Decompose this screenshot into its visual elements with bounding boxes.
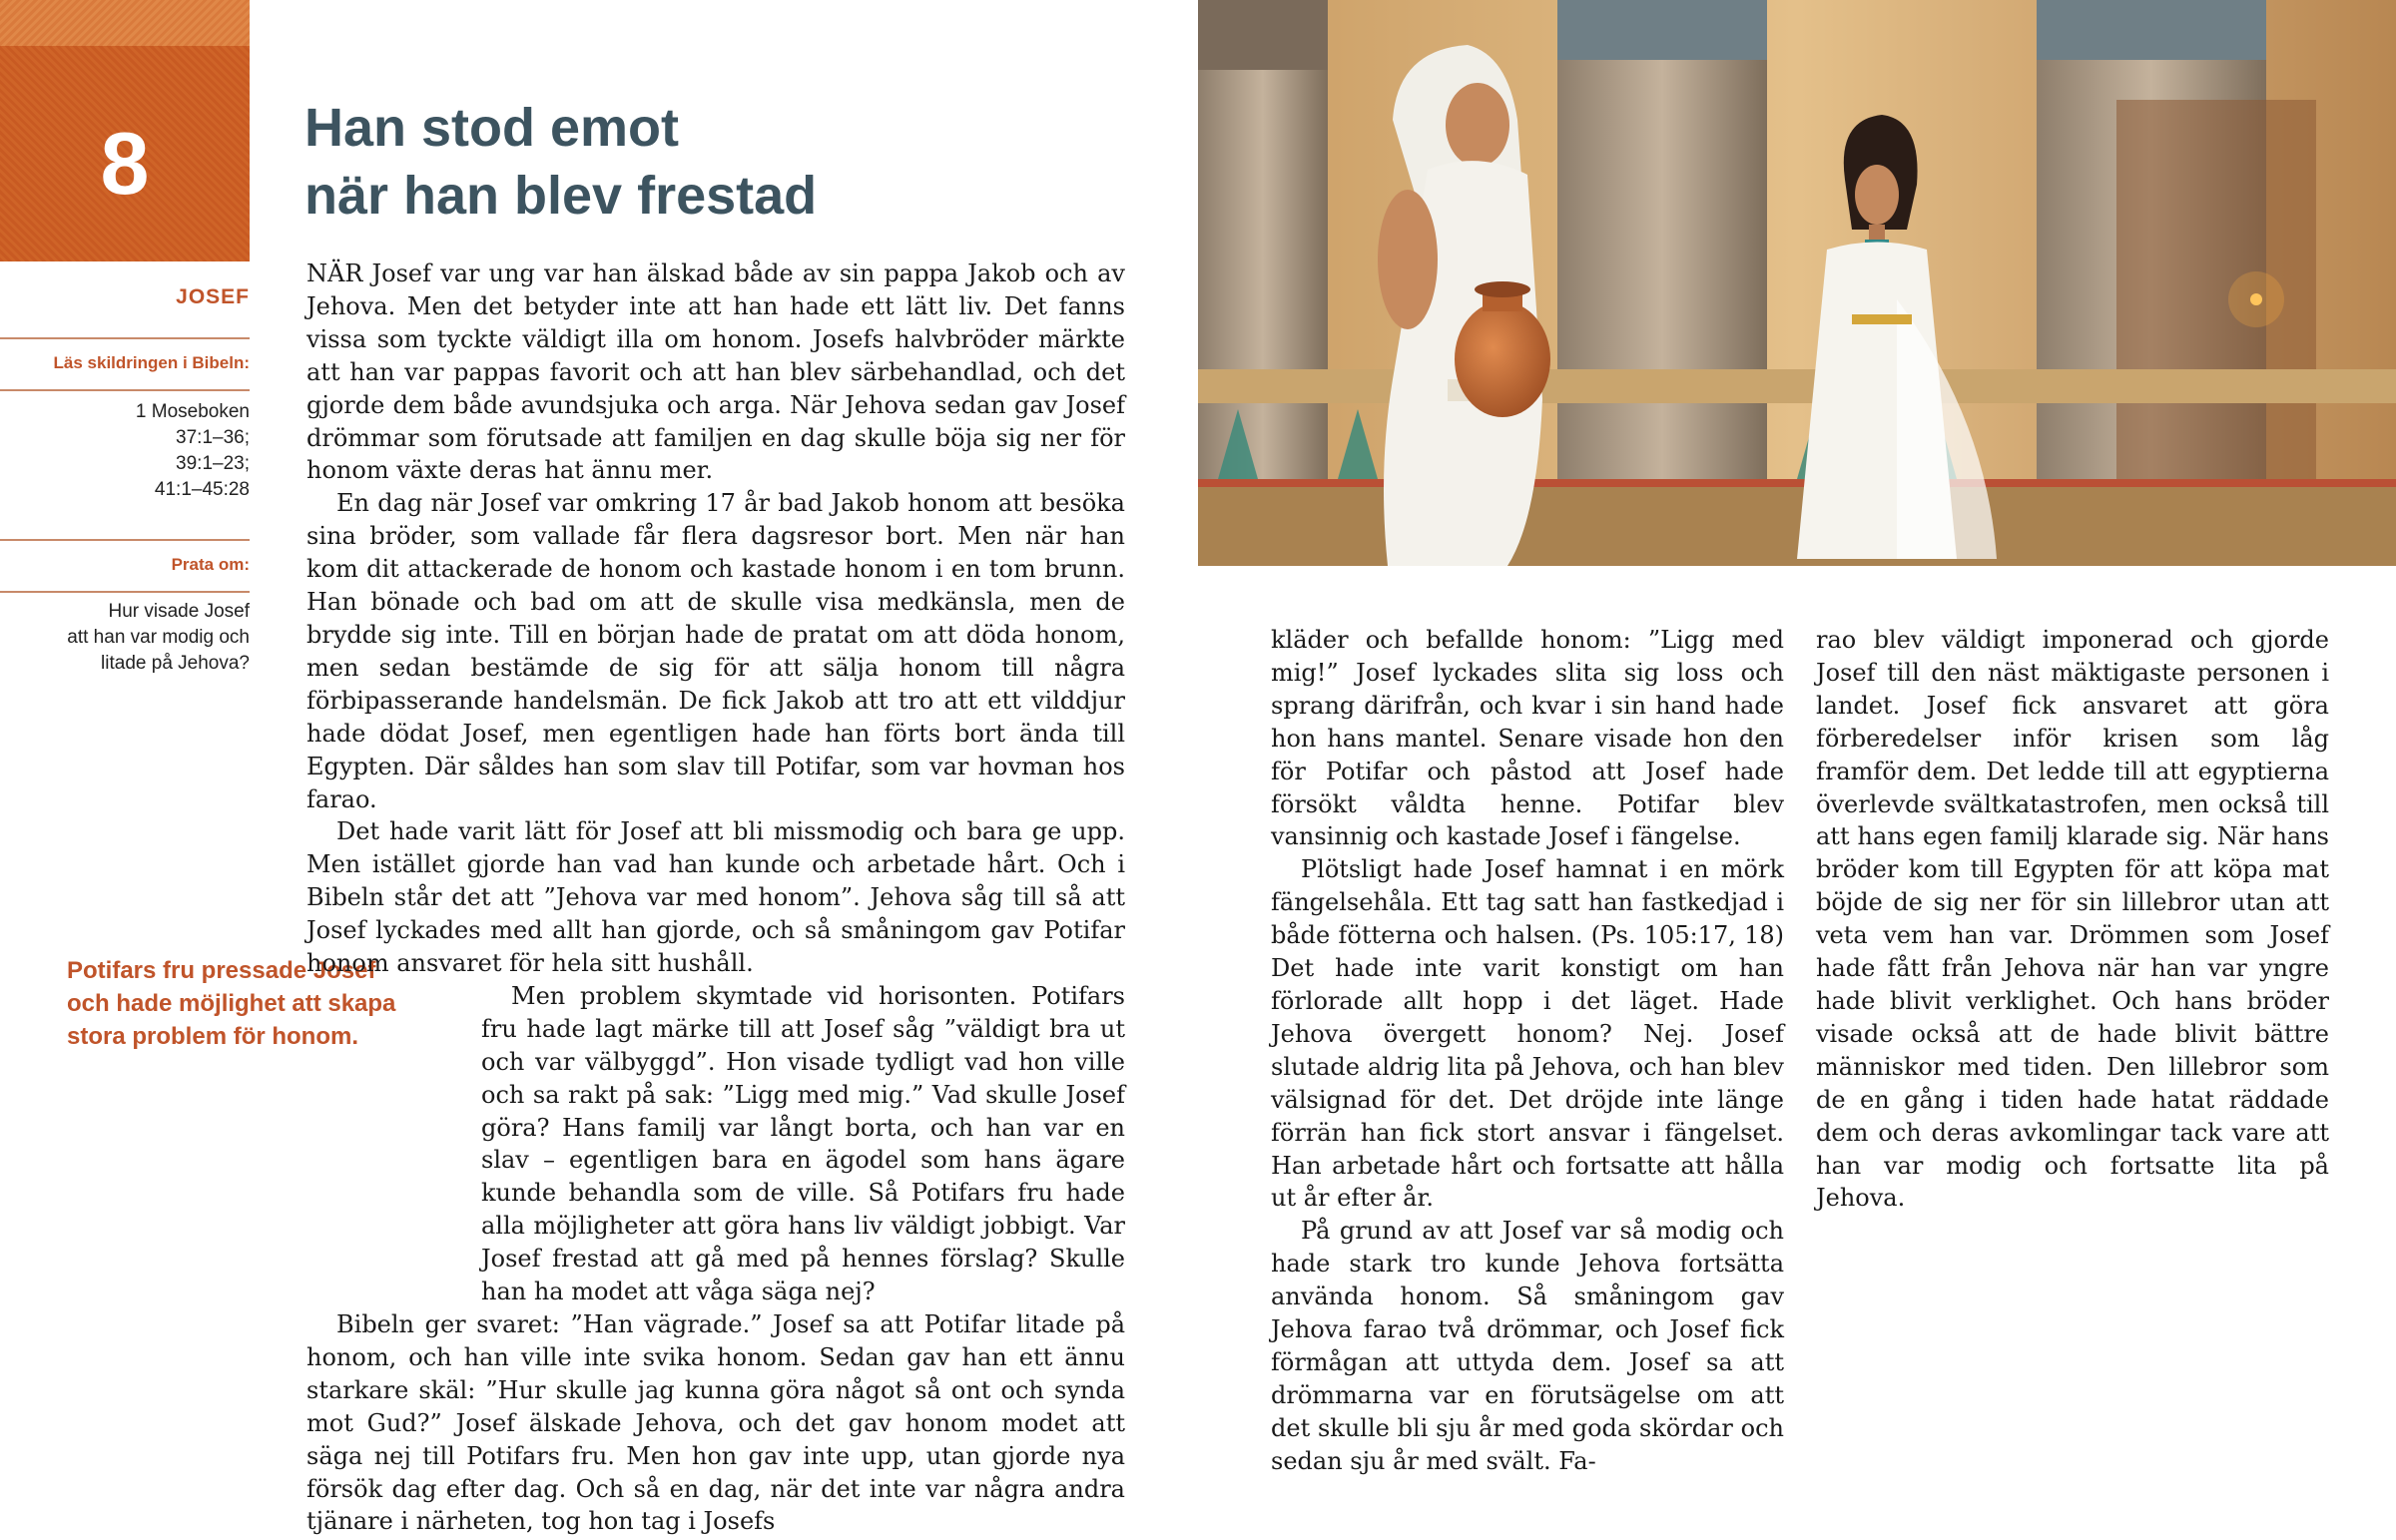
sidebar-divider	[0, 389, 250, 391]
pull-quote-space	[306, 980, 481, 1280]
sidebar-divider	[0, 539, 250, 541]
body-column-2	[1271, 624, 1784, 1478]
sidebar-read-heading: Läs skildringen i Bibeln:	[53, 353, 250, 372]
sidebar-divider	[0, 591, 250, 593]
sidebar-question	[67, 599, 250, 677]
page-title	[304, 94, 817, 230]
sidebar-talk-heading: Prata om:	[171, 555, 250, 574]
reference-line: 39:1–23;	[176, 453, 250, 474]
body-paragraph: En dag när Josef var omkring 17 år bad Jakob honom att besöka sina bröder, som vallade får flera dagsresor bort. Men när han kom dit attackerade de honom och kastade honom i en tom brunn. Han bönade och bad om att de skulle visa medkänsla, men de brydde sig inte. Till en början hade de pratat om att döda honom, men sedan bestämde de sig för att sälja honom till några förbipasserande handelsmän. De fick Jakob att tro att ett vilddjur hade dödat Josef, men egentligen hade han förts bort ända till Egypten. Där såldes han som slav till Potifar, som var hovman hos farao.	[306, 489, 1125, 813]
body-column-1	[306, 257, 1125, 1538]
body-column-3	[1816, 624, 2329, 1215]
pull-quote-line: och hade möjlighet att skapa	[67, 990, 396, 1017]
question-line: att han var modig och	[67, 627, 250, 648]
body-paragraph: Men problem skymtade vid horisonten. Potifars fru hade lagt märke till att Josef såg ”väldigt bra ut och var välbyggd”. Hon visade tydligt vad hon ville och sa rakt på sak: ”Ligg med mig.” Vad skulle Josef göra? Hans familj var långt borta, och han var en slav – egentligen bara en ägodel som hans ägare kunde behandla som de ville. Så Potifars fru hade alla möjligheter att göra hans liv väldigt jobbigt. Var Josef frestad att gå med på hennes förslag? Skulle han ha modet att våga säga nej?	[481, 981, 1125, 1306]
title-line-2: när han blev frestad	[304, 166, 818, 226]
illustration-joseph-potiphars-wife-icon	[1198, 0, 2396, 566]
question-line: Hur visade Josef	[108, 601, 250, 622]
body-paragraph: kläder och befallde honom: ”Ligg med mig!” Josef lyckades slita sig loss och sprang därifrån, och kvar i sin hand hade hon hans mantel. Senare visade hon den för Potifar och påstod att Josef hade försökt våldta henne. Potifar blev vansinnig och kastade Josef i fängelse.	[1271, 626, 1784, 851]
sidebar-divider	[0, 337, 250, 339]
sidebar-bible-references	[136, 399, 250, 503]
body-paragraph: NÄR Josef var ung var han älskad både av sin pappa Jakob och av Jehova. Men det betyder inte att han hade ett lätt liv. Det fanns vissa som tyckte väldigt illa om honom. Josefs halvbröder märkte att han var pappas favorit och att han blev särbehandlad, och det gjorde dem både avundsjuka och arga. När Jehova sedan gav Josef drömmar som förutsade att familjen en dag skulle böja sig ner för honom växte deras hat ännu mer.	[306, 259, 1125, 485]
body-paragraph: På grund av att Josef var så modig och hade stark tro kunde Jehova fortsätta använda honom. Så småningom gav Jehova farao två drömmar, och Josef fick förmågan att uttyda dem. Josef sa att drömmarna var en förutsägelse om att det skulle bli sju år med goda skördar och sedan sju år med svält. Fa-	[1271, 1217, 1784, 1475]
chapter-block-band	[0, 0, 250, 46]
reference-line: 37:1–36;	[176, 427, 250, 448]
body-paragraph: rao blev väldigt imponerad och gjorde Josef till den näst mäktigaste personen i landet. Josef fick ansvaret att göra förberedelser inför krisen som låg framför dem. Det ledde till att egyptierna överlevde svältkatastrofen, men också till att hans egen familj klarade sig. När hans bröder kom till Egypten för att köpa mat böjde de sig ner för sin lillebror utan att veta vem han var. Drömmen som Josef hade fått från Jehova när han var yngre hade blivit verklighet. Och hans bröder visade också att de hade blivit bättre människor med tiden. Den lillebror som de en gång i tiden hade hatat räddade dem och deras avkomlingar tack vare att han var modig och fortsatte lita på Jehova.	[1816, 626, 2329, 1213]
reference-line: 41:1–45:28	[154, 479, 250, 500]
question-line: litade på Jehova?	[101, 653, 250, 674]
body-paragraph: Plötsligt hade Josef hamnat i en mörk fängelsehåla. Ett tag satt han fastkedjad i både fötterna och halsen. (Ps. 105:17, 18) Det hade inte varit konstigt om han förlorade allt hopp i det läget. Hade Jehova övergett honom? Nej. Josef slutade aldrig lita på Jehova, och han blev välsignad för det. Det dröjde inte länge förrän han fick stort ansvar i fängelset. Han arbetade hårt och fortsatte att hålla ut år efter år.	[1271, 855, 1784, 1213]
chapter-number-block	[0, 0, 250, 261]
illustration-scene	[1198, 0, 2396, 566]
chapter-number: 8	[100, 114, 150, 213]
sidebar-person-name: JOSEF	[176, 285, 250, 308]
body-paragraph: Bibeln ger svaret: ”Han vägrade.” Josef sa att Potifar litade på honom, och han ville inte svika honom. Sedan gav han ett ännu starkare skäl: ”Hur skulle jag kunna göra något så ont och synda mot Gud?” Josef älskade Jehova, och det gav honom modet att säga nej till Potifars fru. Men hon gav inte upp, utan gjorde nya försök dag efter dag. Och så en dag, när det inte var några andra tjänare i närheten, tog hon tag i Josefs	[306, 1310, 1125, 1536]
reference-line: 1 Moseboken	[135, 401, 250, 422]
title-line-1: Han stod emot	[304, 98, 680, 158]
body-paragraph: Det hade varit lätt för Josef att bli missmodig och bara ge upp. Men istället gjorde han vad han kunde och arbetade hårt. Och i Bibeln står det att ”Jehova var med honom”. Jehova såg till så att Josef lyckades med allt han gjorde, och så småningom gav Potifar honom ansvaret för hela sitt hushåll.	[306, 817, 1125, 978]
pull-quote-line: stora problem för honom.	[67, 1023, 359, 1050]
pull-quote-line: Potifars fru pressade Josef	[67, 957, 376, 984]
